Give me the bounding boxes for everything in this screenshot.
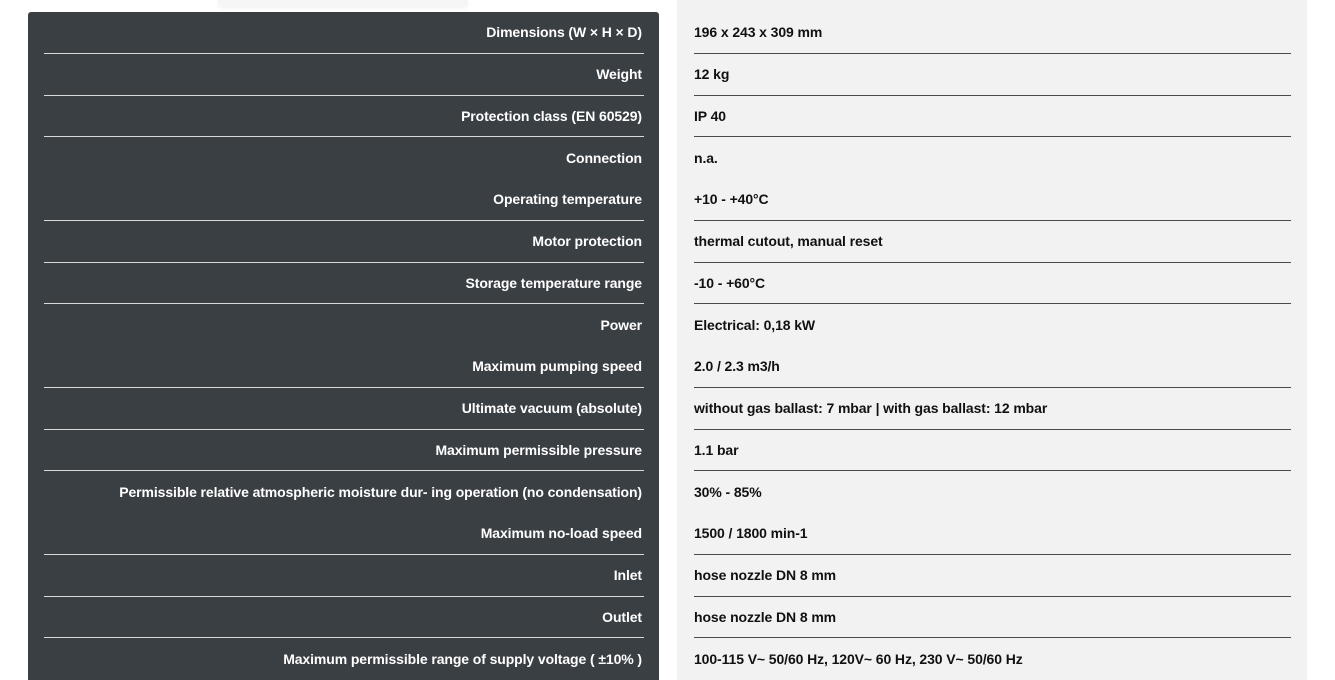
value-column [694,12,1291,680]
spec-label: Protection class (EN 60529) [44,96,644,138]
spec-value: IP 40 [694,96,1291,138]
spec-value: 196 x 243 x 309 mm [694,12,1291,54]
spec-label: Inlet [44,555,644,597]
spec-value: Electrical: 0,18 kW [694,317,816,334]
spec-label: Maximum permissible range of supply voltage ( ±10% ) [283,651,642,668]
spec-label: Weight [44,54,644,96]
spec-value: thermal cutout, manual reset [694,221,1291,263]
spec-label: Outlet [44,597,644,639]
spec-value: 30% - 85% [694,484,762,501]
spec-value: n.a. [694,150,718,167]
spec-label: Connection [566,150,642,167]
spec-label: Maximum no-load speed [44,513,644,555]
spec-label: Storage temperature range [44,263,644,305]
spec-label: Motor protection [44,221,644,263]
spec-value: hose nozzle DN 8 mm [694,555,1291,597]
spec-label: Ultimate vacuum (absolute) [44,388,644,430]
tab-indicator [218,0,468,6]
spec-value: 2.0 / 2.3 m3/h [694,346,1291,388]
spec-label: Maximum pumping speed [44,346,644,388]
spec-value: 1500 / 1800 min-1 [694,513,1291,555]
spec-value: without gas ballast: 7 mbar | with gas ballast: 12 mbar [694,388,1291,430]
spec-label: Power [600,317,642,334]
spec-label: Permissible relative atmospheric moisture dur- ing operation (no condensation) [119,484,642,501]
spec-value: +10 - +40°C [694,179,1291,221]
label-column [44,12,644,680]
spec-label: Dimensions (W × H × D) [44,12,644,54]
spec-label: Maximum permissible pressure [44,430,644,472]
spec-value: 1.1 bar [694,430,1291,472]
spec-label: Operating temperature [44,179,644,221]
spec-value: -10 - +60°C [694,263,1291,305]
spec-value: 12 kg [694,54,1291,96]
spec-value: hose nozzle DN 8 mm [694,597,1291,639]
spec-value: 100-115 V~ 50/60 Hz, 120V~ 60 Hz, 230 V~ 50/60 Hz [694,651,1023,668]
